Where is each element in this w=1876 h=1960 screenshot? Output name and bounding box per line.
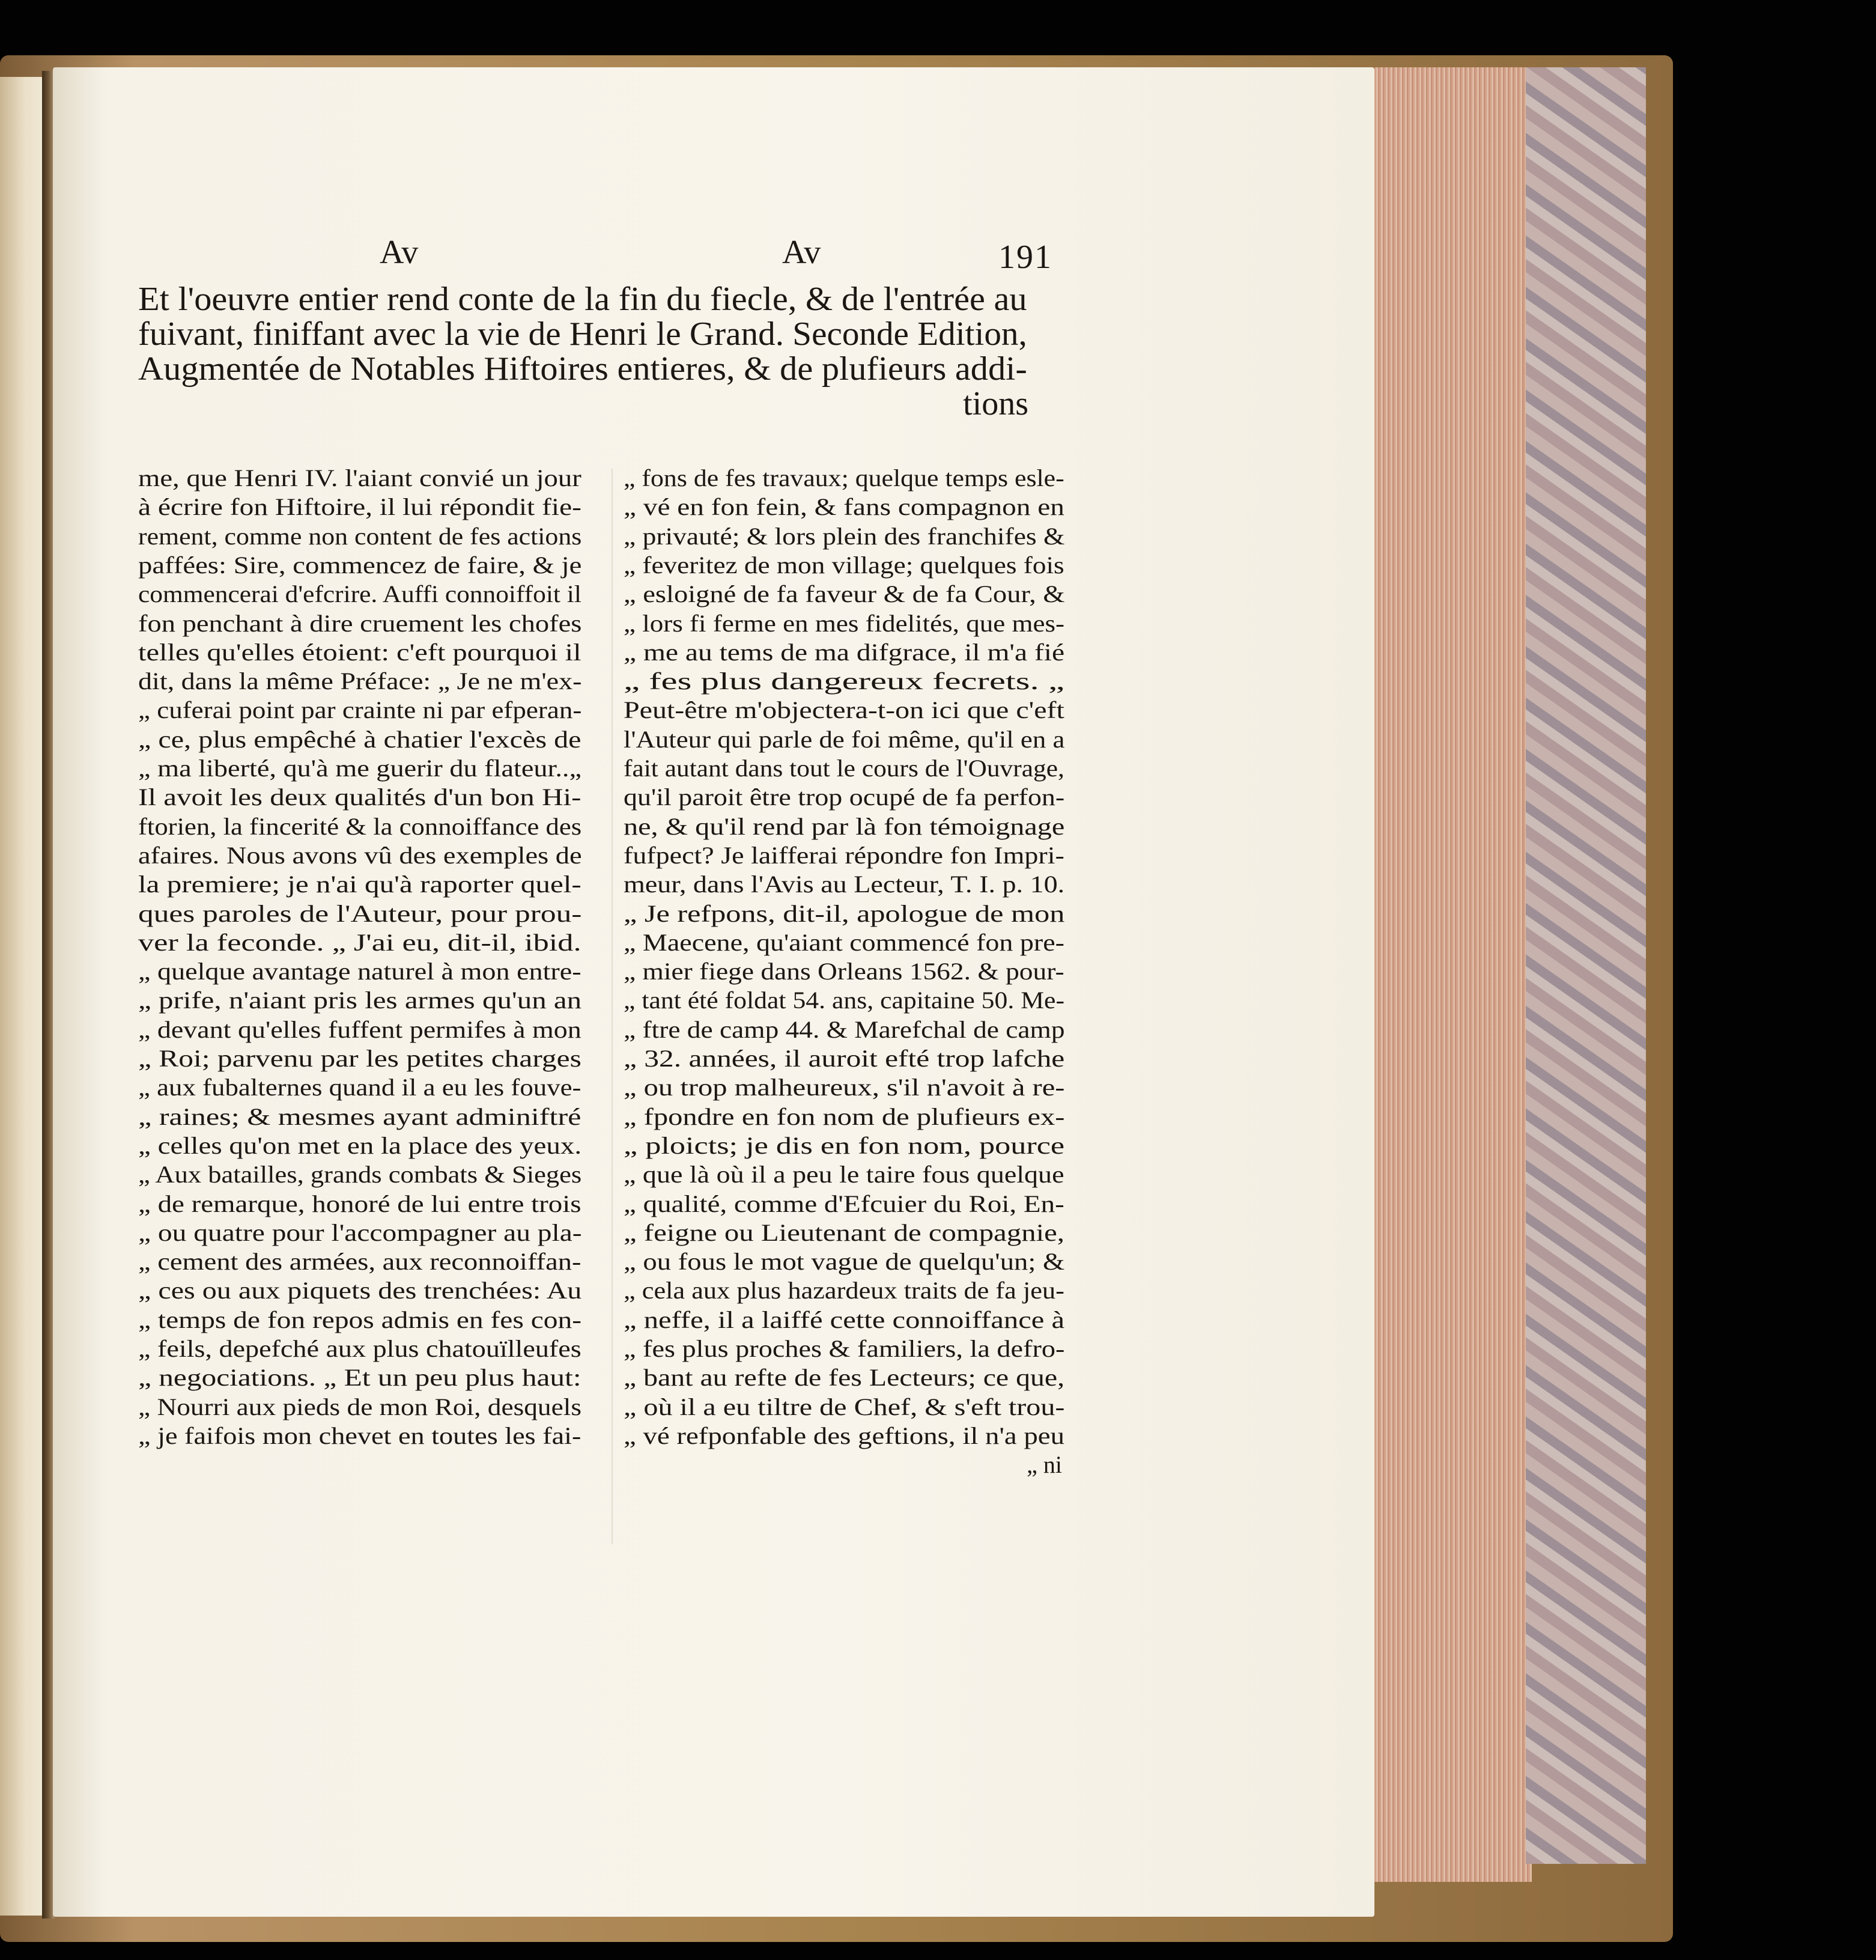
marbled-endpaper — [1526, 67, 1646, 1864]
left-column-line: „ temps de fon repos admis en fes con- — [138, 1306, 582, 1333]
left-column-line: „ devant qu'elles fuffent permifes à mon — [138, 1015, 581, 1043]
left-column-line: „ cuferai point par crainte ni par efperan- — [138, 696, 582, 724]
right-column-line: „ esloigné de fa faveur & de fa Cour, & — [624, 580, 1065, 608]
left-column-line: „ cement des armées, aux reconnoiffan- — [138, 1248, 581, 1276]
left-column-line: „ Aux batailles, grands combats & Sieges — [138, 1161, 582, 1188]
left-column-line: la premiere; je n'ai qu'à raporter quel- — [138, 871, 581, 898]
right-column-line: „ bant au refte de fes Lecteurs; ce que, — [624, 1364, 1065, 1392]
right-column-line: „ mier fiege dans Orleans 1562. & pour- — [624, 958, 1064, 985]
right-column-line: „ qualité, comme d'Efcuier du Roi, En- — [624, 1190, 1064, 1217]
left-column-line: „ ou quatre pour l'accompagner au pla- — [138, 1219, 582, 1246]
left-column-line: ftorien, la fincerité & la connoiffance des — [138, 812, 582, 840]
left-column-line: „ raines; & mesmes ayant adminiftré — [138, 1103, 581, 1130]
right-column-line: fait autant dans tout le cours de l'Ouvrage, — [624, 755, 1064, 782]
running-head-left: Av — [380, 234, 419, 271]
top-line: tions — [963, 385, 1028, 422]
left-column-line: Il avoit les deux qualités d'un bon Hi- — [138, 784, 581, 811]
right-column-line: „ que là où il a peu le taire fous quelque — [624, 1161, 1064, 1188]
left-page-edge — [0, 77, 46, 1916]
top-line: fuivant, finiffant avec la vie de Henri le Grand. Seconde Edition, — [138, 315, 1027, 353]
left-column-line: commencerai d'efcrire. Auffi connoiffoit il — [138, 580, 581, 608]
left-column-line: „ de remarque, honoré de lui entre trois — [138, 1190, 581, 1217]
left-column-line: „ Nourri aux pieds de mon Roi, desquels — [138, 1393, 581, 1420]
left-column-line: ver la feconde. „ J'ai eu, dit-il, ibid. — [138, 928, 581, 956]
right-column-line: „ cela aux plus hazardeux traits de fa jeu- — [624, 1277, 1064, 1304]
right-column-line: l'Auteur qui parle de foi même, qu'il en a — [624, 725, 1065, 753]
right-column-line: „ neffe, il a laiffé cette connoiffance à — [624, 1306, 1065, 1333]
right-column-line: „ ftre de camp 44. & Marefchal de camp — [624, 1015, 1065, 1043]
right-column-line: „ 32. années, il auroit efté trop lafche — [624, 1045, 1065, 1072]
left-column-line: afaires. Nous avons vû des exemples de — [138, 841, 582, 869]
left-column-line: „ ces ou aux piquets des trenchées: Au — [138, 1277, 582, 1304]
right-column-line: qu'il paroit être trop ocupé de fa perfon- — [624, 784, 1065, 811]
right-column-line: „ tant été foldat 54. ans, capitaine 50. Me- — [624, 987, 1065, 1014]
right-column-line: meur, dans l'Avis au Lecteur, T. I. p. 10. — [624, 871, 1065, 898]
left-column-line: „ Roi; parvenu par les petites charges — [138, 1045, 581, 1072]
left-column-line: ques paroles de l'Auteur, pour prou- — [138, 899, 582, 927]
page-number: 191 — [998, 239, 1052, 276]
right-column-line: ne, & qu'il rend par là fon témoignage — [624, 812, 1065, 840]
right-column-line: „ ou fous le mot vague de quelqu'un; & — [624, 1248, 1065, 1276]
left-column-line: „ ce, plus empêché à chatier l'excès de — [138, 725, 581, 753]
top-line: Augmentée de Notables Hiftoires entieres, & de plufieurs addi- — [138, 350, 1027, 388]
book-gutter — [42, 71, 54, 1919]
right-column-line: „ Je refpons, dit-il, apologue de mon — [624, 899, 1065, 927]
left-column-line: „ quelque avantage naturel à mon entre- — [138, 958, 581, 985]
left-column-line: „ prife, n'aiant pris les armes qu'un an — [138, 987, 582, 1014]
left-column-line: „ je faifois mon chevet en toutes les fai- — [138, 1422, 581, 1449]
right-column-line: fufpect? Je laifferai répondre fon Impri- — [624, 841, 1064, 869]
top-line: Et l'oeuvre entier rend conte de la fin du fiecle, & de l'entrée au — [138, 281, 1027, 318]
right-column-line: Peut-être m'objectera-t-on ici que c'eft — [624, 696, 1064, 724]
left-column-line: „ feils, depefché aux plus chatouïlleufes — [138, 1335, 581, 1362]
column-separator — [612, 469, 613, 1544]
right-column-line: „ privauté; & lors plein des franchifes & — [624, 522, 1065, 550]
left-column-line: rement, comme non content de fes actions — [138, 522, 582, 550]
left-column-line: me, que Henri IV. l'aiant convié un jour — [138, 464, 581, 492]
right-column-line: „ fes plus proches & familiers, la defro- — [624, 1335, 1065, 1362]
right-column-line: „ fes plus dangereux fecrets. „ — [624, 668, 1064, 695]
catchword: „ ni — [1027, 1451, 1062, 1479]
right-column-line: „ lors fi ferme en mes fidelités, que mes- — [624, 609, 1065, 637]
running-head-center: Av — [782, 234, 821, 271]
left-column-line: „ negociations. „ Et un peu plus haut: — [138, 1364, 581, 1392]
right-column-line: „ fpondre en fon nom de plufieurs ex- — [624, 1103, 1065, 1130]
left-column-line: paffées: Sire, commencez de faire, & je — [138, 551, 582, 579]
right-column-line: „ ploicts; je dis en fon nom, pource — [624, 1131, 1065, 1159]
left-column-line: telles qu'elles étoient: c'eft pourquoi il — [138, 638, 581, 666]
left-column-line: à écrire fon Hiftoire, il lui répondit fie- — [138, 493, 581, 521]
right-column-line: „ me au tems de ma difgrace, il m'a fié — [624, 638, 1065, 666]
right-column-line: „ ou trop malheureux, s'il n'avoit à re- — [624, 1074, 1065, 1101]
left-column-line: „ aux fubalternes quand il a eu les fouve- — [138, 1074, 581, 1101]
page-block-edge — [1374, 67, 1532, 1882]
right-column-line: „ feigne ou Lieutenant de compagnie, — [624, 1219, 1064, 1246]
right-column-line: „ feveritez de mon village; quelques fois — [624, 551, 1064, 579]
left-column-line: „ celles qu'on met en la place des yeux. — [138, 1131, 582, 1159]
left-column-line: dit, dans la même Préface: „ Je ne m'ex- — [138, 668, 582, 695]
right-column-line: „ Maecene, qu'aiant commencé fon pre- — [624, 928, 1065, 956]
right-column-line: „ fons de fes travaux; quelque temps esle- — [624, 464, 1064, 492]
left-column-line: „ ma liberté, qu'à me guerir du flateur..„ — [138, 755, 582, 782]
right-column-line: „ vé en fon fein, & fans compagnon en — [624, 493, 1064, 521]
right-column-line: „ vé refponfable des geftions, il n'a peu — [624, 1422, 1065, 1449]
left-column-line: fon penchant à dire cruement les chofes — [138, 609, 582, 637]
right-column-line: „ où il a eu tiltre de Chef, & s'eft trou- — [624, 1393, 1065, 1420]
